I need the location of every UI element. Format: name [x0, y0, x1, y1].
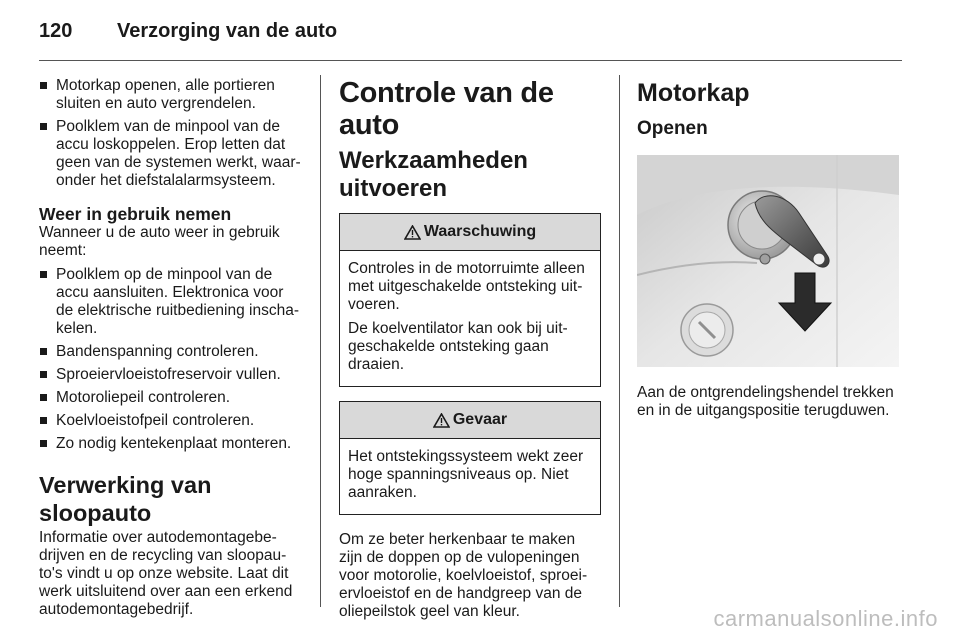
page-header: [39, 20, 337, 52]
danger-paragraph: Het ontstekingssysteem wekt zeer hoge spanningsniveaus op. Niet aanraken.: [348, 448, 584, 501]
page-title: Verzorging van de auto: [117, 20, 338, 42]
list-item: Motoroliepeil controleren.: [39, 389, 303, 407]
column-right: [637, 77, 905, 426]
section-heading-scrap: Verwerking van sloopauto: [39, 472, 212, 526]
section-heading-work: Werkzaamheden uitvoeren: [339, 147, 528, 202]
hood-release-lever-illustration: [637, 155, 899, 367]
danger-box: [339, 401, 601, 515]
bullet-square-icon: [40, 371, 47, 378]
watermark: carmanualsonline.info: [713, 606, 938, 631]
danger-box-header: [340, 402, 600, 439]
bullet-square-icon: [40, 271, 47, 278]
body-text-caps: Om ze beter herkenbaar te maken zijn de doppen op de vulopeningen voor motorolie, koelvloeistof, sproei-ervloeistof en de handgreep van de oliepeilstok geel van kleur.: [339, 531, 588, 620]
list-item: Sproeiervloeistofreservoir vullen.: [39, 366, 303, 384]
warning-title: Waarschuwing: [423, 223, 537, 240]
warning-box-header: [340, 214, 600, 251]
warning-box: [339, 213, 601, 387]
page-number: 120: [39, 20, 73, 42]
danger-title: Gevaar: [452, 411, 508, 428]
bullet-square-icon: [40, 440, 47, 447]
section-heading-hood: Motorkap: [637, 79, 750, 107]
list-item: Poolklem van de minpool van de accu loskoppelen. Erop letten dat geen van de systemen werkt, waar-onder het diefstalalarmsysteem.: [39, 118, 303, 190]
section-heading-reuse: Weer in gebruik nemen: [39, 204, 232, 224]
chapter-heading: Controle van de auto: [339, 77, 554, 141]
column-divider-2: [619, 75, 620, 607]
list-item: Koelvloeistofpeil controleren.: [39, 412, 303, 430]
list-item: Zo nodig kentekenplaat monteren.: [39, 435, 303, 453]
warning-paragraph: Controles in de motorruimte alleen met uitgeschakelde ontsteking uit-voeren.: [348, 260, 585, 313]
warning-triangle-icon: [433, 413, 450, 428]
column-middle: [339, 77, 601, 627]
warning-triangle-icon: [404, 225, 421, 240]
list-item: Motorkap openen, alle portieren sluiten en auto vergrendelen.: [39, 77, 303, 113]
bullet-square-icon: [40, 82, 47, 89]
header-rule: [39, 60, 902, 61]
bullet-square-icon: [40, 394, 47, 401]
section-text-reuse: Wanneer u de auto weer in gebruik neemt:: [39, 224, 280, 259]
danger-box-body: [340, 439, 600, 514]
section-text-scrap: Informatie over autodemontagebe-drijven en de recycling van sloopau-to's vindt u op onze website. Laat dit werk uitsluitend over aan een erkend autodemontagebedrijf.: [39, 529, 293, 618]
column-divider-1: [320, 75, 321, 607]
warning-box-body: [340, 251, 600, 386]
bullet-square-icon: [40, 417, 47, 424]
body-text-hood: Aan de ontgrendelingshendel trekken en in de uitgangspositie terugduwen.: [637, 384, 894, 419]
warning-paragraph: De koelventilator kan ook bij uit-geschakelde ontsteking gaan draaien.: [348, 320, 568, 373]
column-left: [39, 77, 303, 625]
list-item: Poolklem op de minpool van de accu aansluiten. Elektronica voor de elektrische ruitbediening inscha-kelen.: [39, 266, 303, 338]
list-item: Bandenspanning controleren.: [39, 343, 303, 361]
subsection-heading-open: Openen: [637, 118, 708, 139]
bullet-square-icon: [40, 123, 47, 130]
bullet-square-icon: [40, 348, 47, 355]
